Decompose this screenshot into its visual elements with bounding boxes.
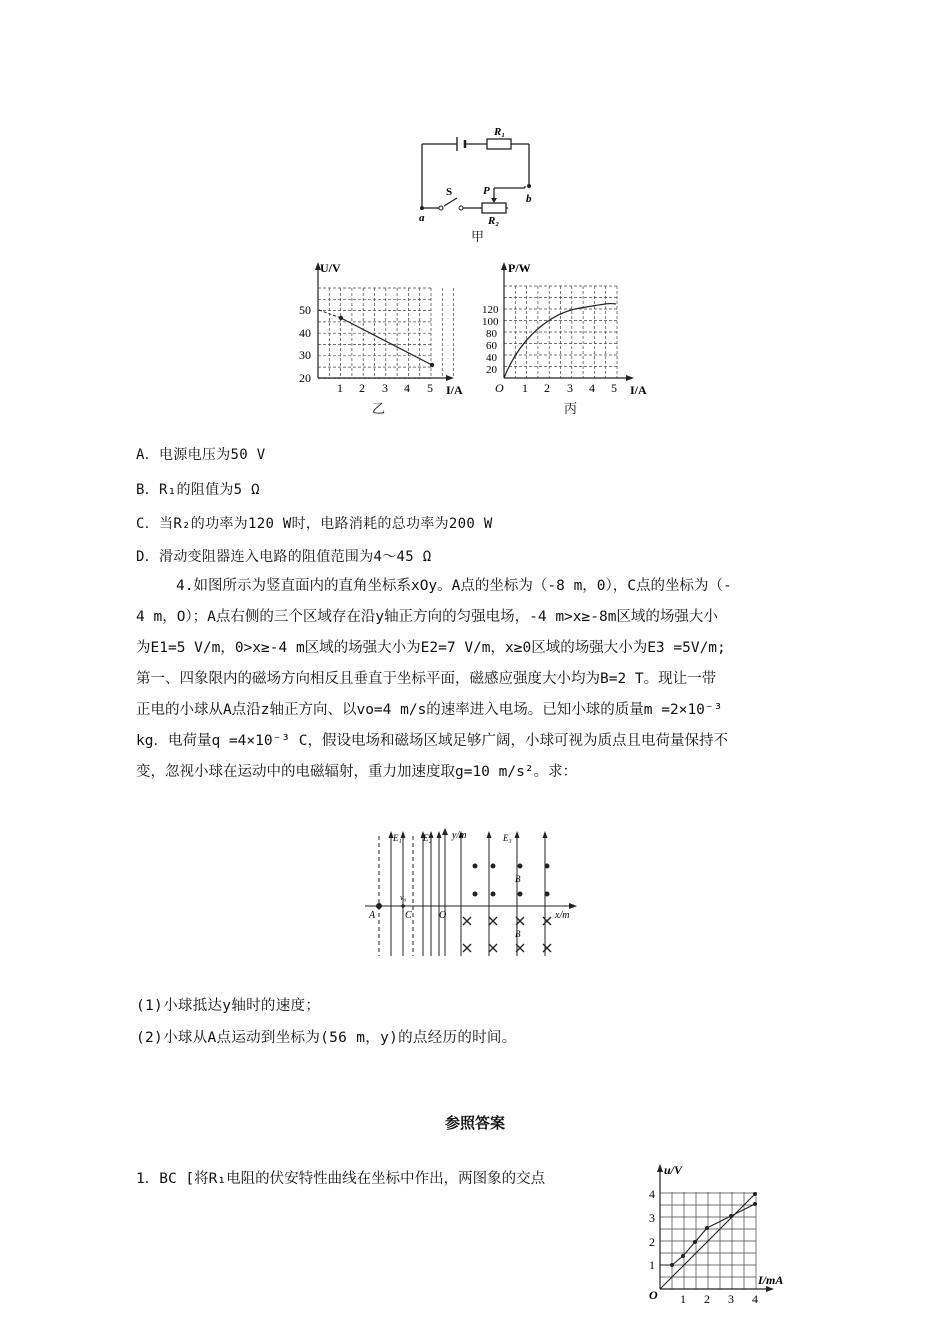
yi-xtick: 4	[404, 381, 410, 395]
label-b-bottom: B	[515, 929, 521, 939]
ui-xtick: 2	[704, 1292, 710, 1306]
point-c	[401, 904, 405, 908]
magnetic-dot-icon	[473, 892, 478, 897]
magnetic-dot-icon	[518, 892, 523, 897]
u-i-line	[341, 318, 432, 365]
ui-xlabel: I/mA	[758, 1273, 784, 1287]
y-arrow-icon	[657, 1164, 663, 1172]
option-c: C．当R₂的功率为120 W时，电路消耗的总功率为200 W	[136, 516, 493, 532]
x-arrow-icon	[626, 375, 634, 381]
bing-xtick: 1	[522, 381, 528, 395]
magnetic-dot-icon	[518, 864, 523, 869]
label-o: O	[439, 910, 447, 921]
slider-arrow-icon	[491, 198, 497, 203]
bing-xtick: 4	[589, 381, 595, 395]
bing-xtick: 5	[611, 381, 617, 395]
bing-ytick: 40	[486, 352, 497, 364]
label-e3: E₃	[503, 833, 512, 843]
field-arrow-icon	[487, 831, 492, 838]
label-e1: E₁	[393, 833, 402, 843]
data-point	[670, 1263, 674, 1267]
bing-origin: O	[495, 381, 504, 395]
caption-jia: 甲	[471, 230, 485, 245]
data-point	[430, 363, 434, 367]
ui-ytick: 1	[649, 1258, 655, 1272]
data-point	[693, 1240, 697, 1244]
point-a	[376, 903, 382, 909]
bing-ytick: 120	[482, 304, 499, 316]
yi-xtick: 2	[359, 381, 365, 395]
field-arrow-icon	[543, 831, 548, 838]
caption-bing: 丙	[564, 402, 578, 417]
yi-ytick: 30	[299, 348, 311, 362]
label-r2: R₂	[488, 215, 500, 227]
bing-xtick: 3	[567, 381, 573, 395]
chart-bing	[480, 258, 660, 418]
bing-ytick: 20	[486, 364, 497, 376]
bing-ylabel: P/W	[508, 261, 531, 275]
x-axis-arrow-icon	[569, 903, 577, 909]
magnetic-dot-icon	[473, 864, 478, 869]
bing-xtick: 2	[544, 381, 550, 395]
data-point	[729, 1214, 733, 1218]
y-arrow-icon	[501, 262, 507, 270]
magnetic-dot-icon	[491, 892, 496, 897]
label-y-axis: y/m	[452, 830, 467, 841]
label-b-top: B	[515, 874, 521, 884]
ui-origin: O	[649, 1288, 658, 1302]
magnetic-dot-icon	[491, 864, 496, 869]
device-curve	[660, 1204, 755, 1265]
ui-xtick: 1	[680, 1292, 686, 1306]
label-r1: R₁	[494, 126, 506, 138]
data-point	[753, 1202, 757, 1206]
x-arrow-icon	[446, 375, 454, 381]
data-point	[339, 316, 343, 320]
label-v0: v₀	[400, 893, 407, 902]
data-point	[681, 1254, 685, 1258]
ui-xtick: 3	[728, 1292, 734, 1306]
option-a: A．电源电压为50 V	[136, 447, 266, 463]
chart-u-i	[640, 1162, 800, 1307]
label-c: C	[405, 910, 412, 921]
yi-ytick: 50	[299, 303, 311, 317]
question-4-text: 4.如图所示为竖直面内的直角坐标系xOy。A点的坐标为（-8 m，0），C点的坐标为（- 4 m，O）；A点右侧的三个区域存在沿y轴正方向的匀强电场，-4 m>x≥-8m区域的场强大小 为E1=5 V/m，0>x≥-4 m区域的场强大小为E2=7 V/m，x≥0区域的场强大小为E3 =5V/m; 第一、四象限内的磁场方向相反且垂直于坐标平面，磁感应强度大小均为B=2 T。现让一带 正电的小球从A点沿z轴正方向、以vo=4 m/s的速率进入电场。已知小球的质量m =2×10⁻³ kg．电荷量q =4×10⁻³ C，假设电场和磁场区域足够广阔，小球可视为质点且电荷量保持不 变，忽视小球在运动中的电磁辐射，重力加速度取g=10 m/s²。求：	[136, 578, 732, 780]
answer-1-text: 1．BC [将R₁电阻的伏安特性曲线在坐标中作出，两图象的交点	[136, 1171, 546, 1187]
bing-ytick: 80	[486, 328, 497, 340]
data-point	[705, 1226, 709, 1230]
label-e2: E₂	[423, 833, 432, 843]
magnetic-dot-icon	[545, 892, 550, 897]
option-d: D．滑动变阻器连入电路的阻值范围为4～45 Ω	[136, 549, 432, 565]
y-axis-arrow-icon	[442, 828, 448, 835]
circuit-figure-jia	[405, 120, 555, 245]
field-diagram	[365, 826, 585, 958]
yi-ytick: 20	[299, 371, 311, 385]
field-arrow-icon	[515, 831, 520, 838]
ui-ylabel: u/V	[664, 1163, 683, 1177]
label-b: b	[526, 193, 532, 205]
caption-yi: 乙	[372, 402, 386, 417]
yi-xlabel: I/A	[446, 383, 463, 397]
bing-ytick: 60	[486, 340, 497, 352]
answer-heading: 参照答案	[444, 1114, 505, 1132]
option-b: B．R₁的阻值为5 Ω	[136, 482, 260, 498]
bing-ytick: 100	[482, 316, 499, 328]
ui-xtick: 4	[752, 1292, 758, 1306]
field-arrow-icon	[437, 831, 442, 838]
ui-ytick: 3	[649, 1211, 655, 1225]
label-a: A	[369, 910, 376, 921]
ui-ytick: 4	[649, 1187, 655, 1201]
yi-xtick: 3	[382, 381, 388, 395]
data-point	[753, 1192, 757, 1196]
sub-question-2: (2)小球从A点运动到坐标为(56 m，y)的点经历的时间。	[136, 1030, 517, 1046]
chart-yi	[290, 258, 480, 418]
label-x-axis: x/m	[555, 910, 570, 921]
label-a: a	[419, 212, 425, 224]
yi-ylabel: U/V	[320, 261, 341, 275]
label-p: P	[483, 185, 490, 197]
r1-line	[660, 1194, 755, 1289]
magnetic-dot-icon	[545, 864, 550, 869]
yi-xtick: 5	[427, 381, 433, 395]
sub-question-1: (1)小球抵达y轴时的速度；	[136, 998, 321, 1014]
ui-ytick: 2	[649, 1235, 655, 1249]
yi-xtick: 1	[337, 381, 343, 395]
yi-ytick: 40	[299, 326, 311, 340]
bing-xlabel: I/A	[630, 383, 647, 397]
label-s: S	[446, 186, 453, 198]
